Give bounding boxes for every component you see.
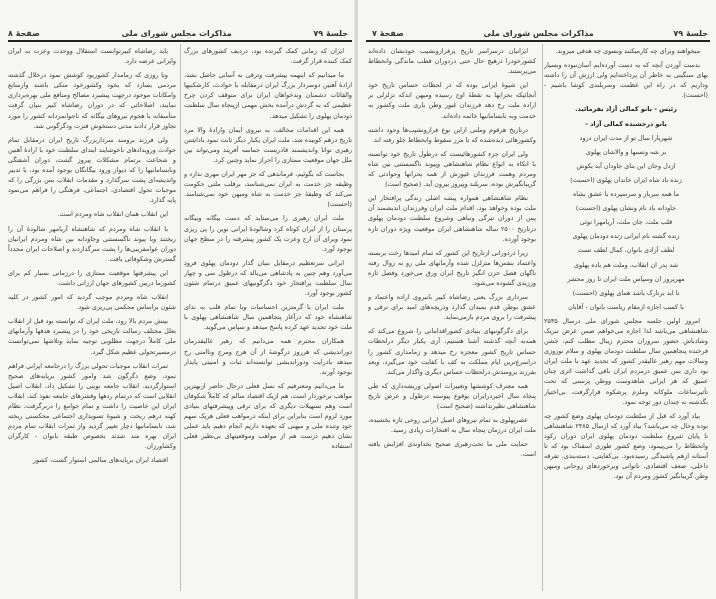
paragraph: ایرانیان درسراسر تاریخ پرفرازونشیب خودنشان داده‌اند کشورخودرا درهیچ حال حتی دردوران قطب ماندگی وانحطاط می‌پرستند.	[368, 47, 536, 76]
paragraph: بر شه ونسبها و والاشان پهلوی	[585, 147, 667, 156]
paragraph: با کسب اجازه ازمقام ریاست بانوان - آقایان	[568, 302, 684, 311]
paragraph: زنده باد شاه ایران خاندان پهلوی (احسنت)	[570, 175, 682, 184]
paragraph: با انقلاب شاه ومردم که شاهنشاه آریامهر شالودهٔ آن را ریختند وبا پیوند ناگسستنی وجاودانه بین شاه ومردم ایرانیان دوران عوامفریبی‌ها را پشت سرگذاردند و اصلاحات ایران مجدداً گسترش وشکوفائی یافت.	[8, 224, 176, 263]
paragraph: اقتصاد ایران برپایه‌های سالمی استوار گشت، کشور	[32, 456, 168, 465]
paragraph: وتا روزی که زمامدار کشوربود کوشش نمود درخلال گذشته مردمی بسازد که بخود وکشورخود متکی باشند وازمنابع وامکانات موجود درجهت پیشبرد مصالح ومنافع ملی بهره‌برداری نمایند، اصلاحاتی که در دوران رضاشاه کبیر بنیان گرفت متأسفانه با هجوم نیروهای بیگانه که ناجوانمردانه کشور را مورد تجاوز قرار دادند مدتی دستخوش فترت ودگرگونی شد.	[8, 71, 176, 130]
column-divider	[180, 44, 181, 591]
paragraph: همکاران محترم همه می‌دانیم که رهبر عالیقدرمان دوراندیشی که هرروز درگوشهٔ از آن هرج ومرج وناامنی رخ میدهد بادرایت ودوراندیشی توانسته‌اند ثبات و امنیتی پایدار بوجود آورند.	[184, 337, 352, 376]
paragraph: ملت ایران با گرمترین احساسات وبا تمام قلب به ندای شاهنشاه خود که درآغاز پنجاهمین سال شاهنشاهی پهلوی با ملت خود تجدید عهد کرده پاسخ میدهد و سپاس می‌گوید.	[184, 303, 352, 332]
paragraph: ما همه سرباز و سرسپرده با عشق بشاه	[572, 190, 680, 199]
paragraph: همه این اقدامات مخالف، به نیروی ایمان وارادهٔ والا مرد تاریخ درهم کوبیده شد، ملت ایران یکبار دیگر ثابت نمود باداشتن رهبری توانا واندیشمند قادریست حماسه آفریند ومی‌تواند بین ملل جهان موقعیت ممتازی را احراز نماید وچنین کرد.	[184, 125, 352, 164]
paragraph: بینش مردم بالا رود، ملت ایران که توانسته بود قبل از انقلاب بعلل مختلف رسالت تاریخی خود را در پیشبرد هدفها وآرمانهای ملی کاملاً درجهت مطلوبی توجیه نماید وتلاشها نمی‌توانست درمسیرتحولی عظیم شکل گیرد.	[8, 317, 176, 356]
paragraph: ملت ایران رهبری را می‌ستاید که دست بیگانه وبیگانه پرستان را از ایران کوتاه کرد وشالودهٔ ایرانی نوین را پی ریزی نمود وبرای آن ارج وعزت یک کشور پیشرفته را در سطح جهان بوجود آورد.	[184, 214, 352, 253]
right-page-column-left	[368, 46, 536, 593]
paragraph: نظام شاهنشاهی همواره پیشه اصلی زندگی پرافتخار این ملت بوده وخواهد بود، اقدام ملت ایران وفرزندان اندیشمند آن پس از دوران تیرگی وتباهی وشروع سلطنت دودمان پهلوی درتاریخ ۲۵۰۰ ساله شاهنشاهی ایران موقعیت ویژه دوران تازه بوجود آورده.	[368, 194, 536, 243]
paragraph: همه معترف کوششها وتغییرات اصولی وریشه‌داری که طی پنجاه سال اخیردرایران بوقوع پیوسته درطول و عرض تاریخ شاهنشاهی نظیرنداشته (صحیح است)	[368, 381, 536, 410]
paragraph: ما میدانیم که اینهمه پیشرفت وترقی به آسانی حاصل نشد، ارادهٔ آهنین دوسردار بزرگ ایران درمقابله با حوادث، کارشکنیها والقائات دشمنان وبدخواهان ایران برای متوقف کردن چرخ عظیمی که به گردش درآمده بخش مهمی ازپنجاه سال سلطنت دودمان پهلوی را تشکیل میدهد.	[184, 71, 352, 120]
paragraph: این پیشرفتها موقعیت ممتازی را درزمانی بسیار کم برای کشورما دربین کشورهای جهان ارزانی داشت.	[8, 268, 176, 287]
paragraph: سرداری بزرگ یعنی رضاشاه کبیر بانیروی اراده واعتماد و عشق بوطن قدم بمیدان گذارد ودریچه‌های امید برای ترقی و پیشرفت را بروی مردم بازمی‌نماید.	[368, 293, 536, 322]
publication-title: مذاکرات مجلس شورای ملی	[483, 29, 594, 38]
paragraph: درتاریخ هرقوم وملتی ازاین نوع فرازونشیب‌ها وجود داشته وکشورهائی دیده‌شده که تا مرز سقوط وانحطاط جلو رفته اند.	[368, 125, 536, 144]
paragraph: حمایت ملی ما تحت‌رهبری صحیح بخداوندی افزایش یافته است.	[368, 440, 536, 459]
paragraph: ایران که زمانی کمک گیرنده بود، دردیف کشورهای بزرگ کمک کننده قرار گرفت.	[184, 47, 352, 66]
paragraph: رئیس - بانو کمالی آزاد بفرمائید.	[575, 105, 677, 114]
paragraph: ایرانی سرتعظیم درمقابل بنیان گذار دودمان پهلوی فرود می‌آورد وهم چنین به پادشاهی می‌بالد که درطول سی و چهار سال سلطنت پرافتخار خود دگرگونیهای عمیق درتمام شئون کشور بوجود آورد.	[184, 258, 352, 298]
paragraph: ولی ایران جزء کشورهائیست که درطول تاریخ خود توانسته با اتکاء به انواع نظام شاهنشاهی وپیوند ناگسستنی بین شاه ومردم وهمت فرزندان غیورش از همه بحرانها وحوادثی که گریبانگیرش بوده، سربلند وپیروز بیرون آید. (صحیح است)	[368, 149, 536, 189]
paragraph: ما می‌دانیم ومعترفیم که نسل فعلی درحال حاضر ازبهترین مواهب برخوردار است، هم ازیک اقتصاد سالم که کاملاً شکوفان است وهم تسهیلات دیگری که برای ترقی وپیشرفتهای بنیادی مورد لزوم است بنابراین برای اینکه درمواهب فعلی هریک سهم خود وتنده ملی و میهنی که بعهده داریم انجام دهیم باید عملی نشان دهیم درست هم از مواهب وموقعیتهای بی‌نظیر فعلی استفاده	[184, 381, 352, 451]
paragraph: بیاد آورد که قبل از سلطنت دودمان پهلوی وضع کشور چه بوده وحال چه می‌باشد؟ بیاد آورد که ازسال ۲۴۸۵ شاهنشاهی تا پایان شروع سلطنت دودمان پهلوی ایران دوران رکود وانحطاط را می‌پیمود، وضع کشور طوری اسفناک بود که تا آستانه ازهم پاشیدگی رسیده‌بود. بی‌کفایتی، دسته‌بندی، تفرقه داخلی، ضعف اقتصادی، ناتوانی وبرخوردهای روحانی ومیهن وطن گریبانگیر کشور ومردم آن بود.	[544, 411, 708, 481]
header-rule	[366, 40, 710, 42]
right-page	[358, 0, 716, 599]
paragraph: باید رضاشاه کبیرتوانست استقلال ووحدت وعزت به ایران وایرانی عرضه دارد.	[8, 47, 176, 66]
paragraph: بجاست که بگوئیم، فرماندهی که جز مهر ایران مهری ندارد و وظیفه جز خدمت به ایران نمی‌شناسد، برقلب ملتی حکومت می‌کند که وظیفهٔ جز خدمت به شاه ومیهن خود نمی‌شناسد. (احسنت)	[184, 170, 352, 209]
paragraph: جاودانه باد نام ونشان پهلوی (احسنت)	[575, 204, 677, 213]
paragraph: بدست آوردن آنچه که به دست آورده‌ایم آسان‌نبوده وبسیار بهای سنگینی به خاطر آن پرداخته‌ایم ولی ارزش آن را داشته وداریم که در راه این عظمت وسربلندی کوشا باشیم - (احسنت).	[544, 61, 708, 100]
page-number: صفحهٔ ۷	[372, 29, 404, 38]
paragraph: بانو درخشنده کمالی آزاد -	[585, 119, 667, 128]
paragraph: مهرپرور ان وسپاس ملت ایران تا روز محشر	[567, 274, 685, 283]
paragraph: ازدل وجان این بنای جاودان آبد بکوش	[576, 161, 676, 170]
right-page-header	[372, 26, 708, 38]
paragraph: امروز اولین جلسه مجلس شورای ملی درسال ۲۵۳۵ شاهنشاهی می‌باشد لذا اجازه می‌خواهم ضمن عرض تبریک وشادباش حضور سروران محترم زیبال مطلب کنم، جشن فرخنده پنجاهمین سال سلطنت دودمان پهلوی و سلام نوروزی وسالات مهم رهبر عالیقدر کشور که تجدید عهد با ملت ایران بود داری بس عمیق درمردم ایران باقی گذاشت اثری چنان عمیق که هر ایرانی شاهدوست ووطن پرستی که تحت تأثیرساعات ملوکانه وملزم پرشکوه قرارگرفت، بی‌اختیار بگذشته نه چندان دور توجه نمود.	[544, 316, 708, 406]
publication-title: مذاکرات مجلس شورای ملی	[121, 29, 232, 38]
paragraph: برای دگرگونیهای بنیادی کشوراقداماتی را شروع می‌کند که همه‌به آنچه گذشته آشنا هستیم، آری یکبار دیگر درلحظات حساس تاریخ کشور معجزه رخ میدهد و زمامداری کشور را دراسرع‌ترین ایام مملکت به کف با کفایت خود می‌گیرد، وبعد بفرزند برومندش درلحظات حساس دیگری واگذار می‌کند.	[368, 327, 536, 376]
left-page-column-right	[184, 46, 352, 593]
paragraph: قلب ملت، جان ملت، آریامهرا توئی	[579, 218, 673, 227]
paragraph: زنده گشته نام ایرانی زنده دودمان پهلوی	[572, 232, 680, 241]
session-number: جلسهٔ ۷۹	[673, 29, 708, 38]
session-number: جلسهٔ ۷۹	[313, 29, 348, 38]
paragraph: تا ابد برتارک باشد هماى پهلوى (احسنت)	[572, 288, 680, 297]
page-number: صفحهٔ ۸	[8, 29, 40, 38]
paragraph: ولی فرزند برومند سرداربزرگ تاریخ ایران درمقابل تمام حوادث ورویدادهای ناخوشایند ابتدای سلطنت خود با ارادهٔ آهنین و شجاعت برتمام مشکلات پیروز گشت، دوران آشفتگی ونابسامانیها را که دیوار ورود بیگانگان بوجود آمده بود، با تدبیر واندیشه‌ای پشت سرگذارد و مقدمات انقلاب بس بزرگی را که موجبات تحول اقتصادی، اجتماعی، فرهنگی را فراهم می‌نمود پایه گذارد.	[8, 135, 176, 205]
paragraph: این شیوهٔ ایرانی بوده که در لحظات حساس تاریخ خود آنجائیکه بحرانها به نقطهٔ اوج رسیده ومیهن اندکه تزلزلی بر اراده ملت رخ دهد فرزندان غیور وطن یاری ملت وکشور به خدمت وبه نابسامانیها خاتمه داده‌اند.	[368, 81, 536, 120]
left-page-header	[8, 26, 348, 38]
left-page-column-left	[8, 46, 176, 593]
paragraph: شد پدر ان انقلاب، وملت هم باده پهلوی	[574, 260, 678, 269]
paragraph: این انقلاب همان انقلاب شاه ومردم است.	[57, 210, 168, 219]
right-page-column-right	[544, 46, 708, 593]
paragraph: ثمرات انقلاب موجبات تحولی بزرگ را درجامعه ایرانی فراهم نمود، وضع دگرگون شد وامور کشور برپایه‌های صحیح استوارگردید. انقلاب جامعه نوینی را تشکیل داد، انقلاب اصیل انقلابی است که درتمام ردهها وقشرهای جامعه نفوذ کند، انقلاب ایران این خاصیت را داشت و تمام جوامع را دربرگرفت، نظام کهنه درهم ریخت و شیوهٔ تسویداری اجتماعی محکسنی ریخته شد، نابسامانیها دچار تغییر گردید واز ثمرات انقلاب تمام مردم ایران بهره مند شدند بخصوص طبقه بانوان - کارگران وکشاورزان.	[8, 361, 176, 451]
paragraph: عصرپهلوی به تمام نیروهای اصیل ایرانی روحی تازه بخشیده، ملت ایران درزمان پنجاه سال به افتخارات زیادی رسید.	[368, 416, 536, 435]
paragraph: انقلاب شاه ومردم موجب گردید که امور کشور در کلیه شئون براساس محکمی پی‌ریزی شود.	[8, 293, 176, 312]
header-rule	[8, 40, 352, 42]
paragraph: شهریارا سال تو از مدت ایران درود	[579, 133, 673, 142]
column-divider	[542, 44, 543, 591]
paragraph: میخواهند وبرای چه کارمیکنند وبسوی چه هدفی میروند.	[555, 47, 700, 55]
paragraph: زیرا دردورانی ازتاریخ این کشور که تمام امیدها رخت بربسته واعتماد بنفس‌ها متزلزل شده وآرمانهای ملی رو به زوال رفته ناگهان فصل حزن انگیز تاریخ ایران ورق می‌خورد وفصل تازه ورزیدی گشوده می‌شود.	[368, 248, 536, 287]
paragraph: لطف آزادی بانوان، کمال لطف تست	[577, 246, 675, 255]
